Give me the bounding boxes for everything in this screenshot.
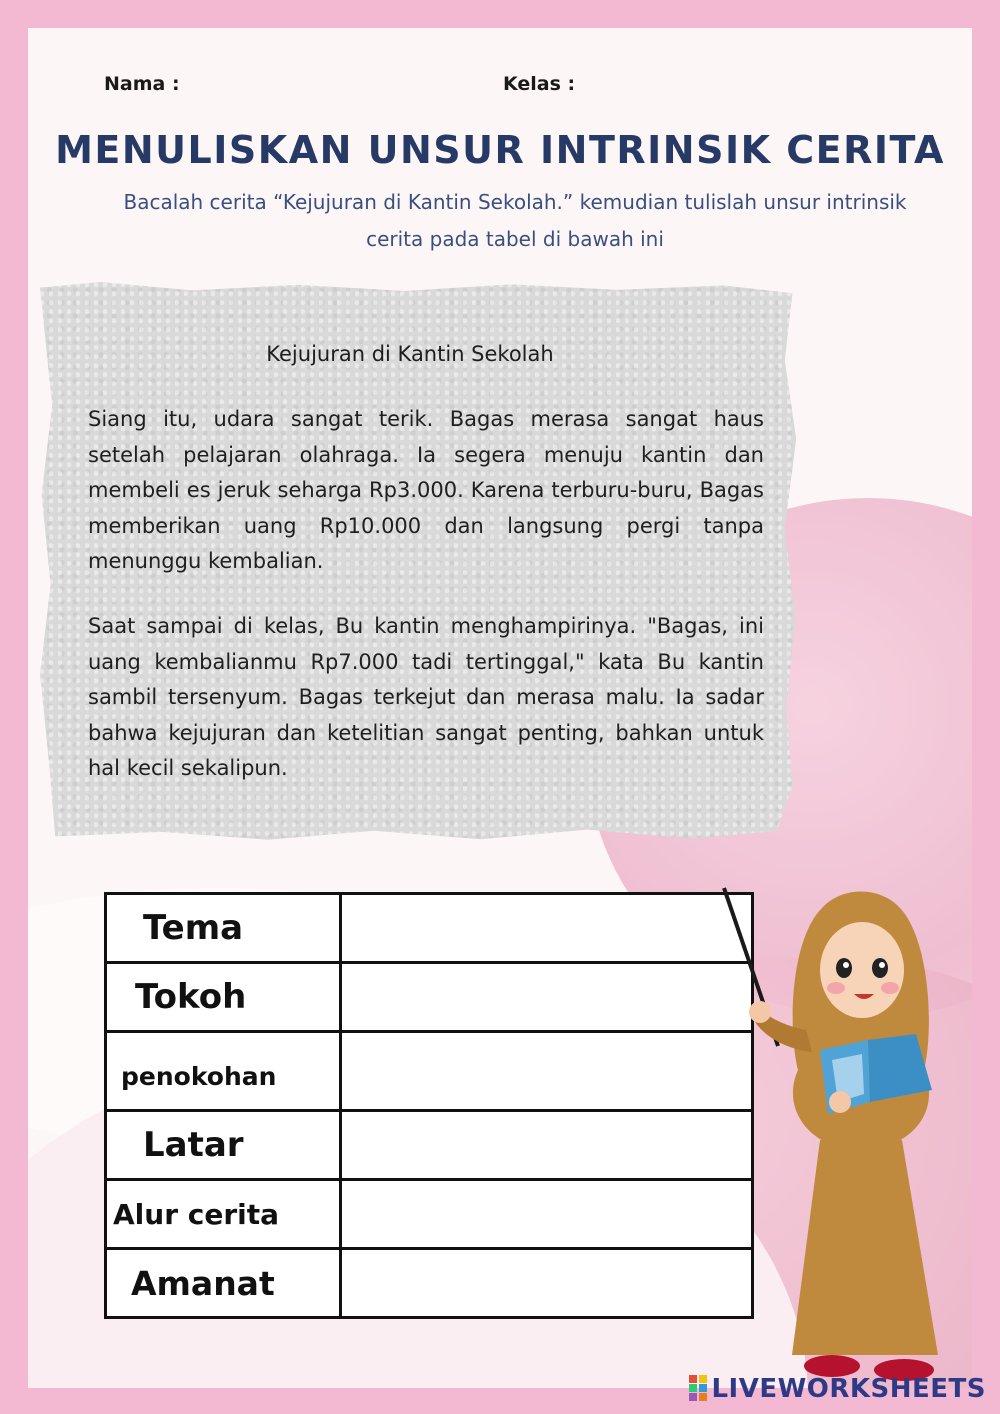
cheek-blush [827,982,845,994]
story-title: Kejujuran di Kantin Sekolah [266,342,554,366]
teacher-hand [829,1091,851,1113]
instruction-text: Bacalah cerita “Kejujuran di Kantin Sekolah.” kemudian tulislah unsur intrinsik cerita pada tabel di bawah ini [123,190,907,251]
intrinsic-elements-table [104,892,754,1319]
liveworksheets-logo [689,1374,986,1404]
row-label-alur-cerita: Alur cerita [106,1180,341,1249]
answer-cell-penokohan[interactable] [341,1032,753,1111]
liveworksheets-logo-icon [689,1375,707,1401]
nama-label: Nama : [104,73,180,95]
teacher-skirt [792,1140,938,1355]
row-label-latar: Latar [106,1111,341,1180]
table-row [106,1249,753,1318]
row-label-tema: Tema [106,894,341,963]
story-paragraph-1: Siang itu, udara sangat terik. Bagas merasa sangat haus setelah pelajaran olahraga. Ia segera menuju kantin dan membeli es jeruk seharga Rp3.000. Karena terburu-buru, Bagas memberikan uang Rp10.000 dan langsung pergi tanpa menunggu kembalian. [88,407,764,573]
story-paragraph-2: Saat sampai di kelas, Bu kantin menghampirinya. "Bagas, ini uang kembalianmu Rp7.000 tadi tertinggal," kata Bu kantin sambil tersenyum. Bagas terkejut dan merasa malu. Ia sadar bahwa kejujuran dan ketelitian sangat penting, bahkan untuk hal kecil sekalipun. [88,614,764,780]
table-row [106,1180,753,1249]
teacher-hand [749,1001,771,1023]
page-title: MENULISKAN UNSUR INTRINSIK CERITA [55,128,945,172]
answer-cell-latar[interactable] [341,1111,753,1180]
answer-cell-tema[interactable] [341,894,753,963]
kelas-label: Kelas : [503,73,576,95]
table-row [106,963,753,1032]
row-label-tokoh: Tokoh [106,963,341,1032]
cheek-blush [881,982,899,994]
answer-cell-amanat[interactable] [341,1249,753,1318]
table-row [106,1111,753,1180]
liveworksheets-brand: LIVEWORKSHEETS [711,1374,986,1404]
eye-highlight [843,962,849,968]
table-row [106,894,753,963]
teacher-illustration [720,880,990,1390]
row-label-amanat: Amanat [106,1249,341,1318]
eye-highlight [879,962,885,968]
row-label-penokohan: penokohan [106,1032,341,1111]
table-row [106,1032,753,1111]
eye-icon [872,958,888,978]
answer-cell-alur-cerita[interactable] [341,1180,753,1249]
eye-icon [836,958,852,978]
teacher-face [820,922,904,1018]
answer-cell-tokoh[interactable] [341,963,753,1032]
